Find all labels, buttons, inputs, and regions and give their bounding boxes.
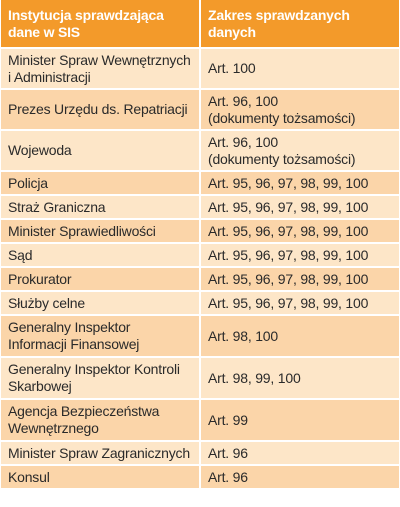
table-row [1, 399, 399, 441]
table-row [1, 291, 399, 315]
scope-cell: Art. 98, 99, 100 [200, 357, 399, 399]
table-row [1, 89, 399, 130]
scope-cell: Art. 100 [200, 48, 399, 89]
scope-cell: Art. 95, 96, 97, 98, 99, 100 [200, 291, 399, 315]
institution-cell: Konsul [1, 465, 200, 489]
institution-cell: Minister Spraw Wewnętrznych i Administracji [1, 48, 200, 89]
institution-cell: Policja [1, 171, 200, 195]
scope-cell: Art. 95, 96, 97, 98, 99, 100 [200, 219, 399, 243]
institution-cell: Agencja Bezpieczeństwa Wewnętrznego [1, 399, 200, 441]
scope-cell: Art. 96, 100 (dokumenty tożsamości) [200, 130, 399, 171]
table-row [1, 315, 399, 357]
table-row [1, 48, 399, 89]
institution-cell: Minister Spraw Zagranicznych [1, 441, 200, 465]
scope-cell: Art. 99 [200, 399, 399, 441]
table-row [1, 441, 399, 465]
table-row [1, 219, 399, 243]
table-row [1, 465, 399, 489]
institution-cell: Prezes Urzędu ds. Repatriacji [1, 89, 200, 130]
scope-cell: Art. 96 [200, 465, 399, 489]
institution-cell: Straż Graniczna [1, 195, 200, 219]
scope-cell: Art. 95, 96, 97, 98, 99, 100 [200, 171, 399, 195]
institution-cell: Generalny Inspektor Kontroli Skarbowej [1, 357, 200, 399]
table-header-row [1, 0, 399, 48]
table-row [1, 357, 399, 399]
institution-cell: Wojewoda [1, 130, 200, 171]
table-row [1, 171, 399, 195]
scope-cell: Art. 96, 100 (dokumenty tożsamości) [200, 89, 399, 130]
table-row [1, 130, 399, 171]
table-row [1, 195, 399, 219]
institution-cell: Prokurator [1, 267, 200, 291]
institution-cell: Generalny Inspektor Informacji Finansowej [1, 315, 200, 357]
table-row [1, 267, 399, 291]
table-row [1, 243, 399, 267]
header-data-scope: Zakres sprawdzanych danych [200, 0, 399, 48]
institution-cell: Minister Sprawiedliwości [1, 219, 200, 243]
sis-access-table [1, 0, 399, 490]
scope-cell: Art. 95, 96, 97, 98, 99, 100 [200, 243, 399, 267]
scope-cell: Art. 98, 100 [200, 315, 399, 357]
scope-cell: Art. 95, 96, 97, 98, 99, 100 [200, 195, 399, 219]
institution-cell: Sąd [1, 243, 200, 267]
scope-cell: Art. 96 [200, 441, 399, 465]
scope-cell: Art. 95, 96, 97, 98, 99, 100 [200, 267, 399, 291]
institution-cell: Służby celne [1, 291, 200, 315]
header-institution: Instytucja sprawdzająca dane w SIS [1, 0, 200, 48]
